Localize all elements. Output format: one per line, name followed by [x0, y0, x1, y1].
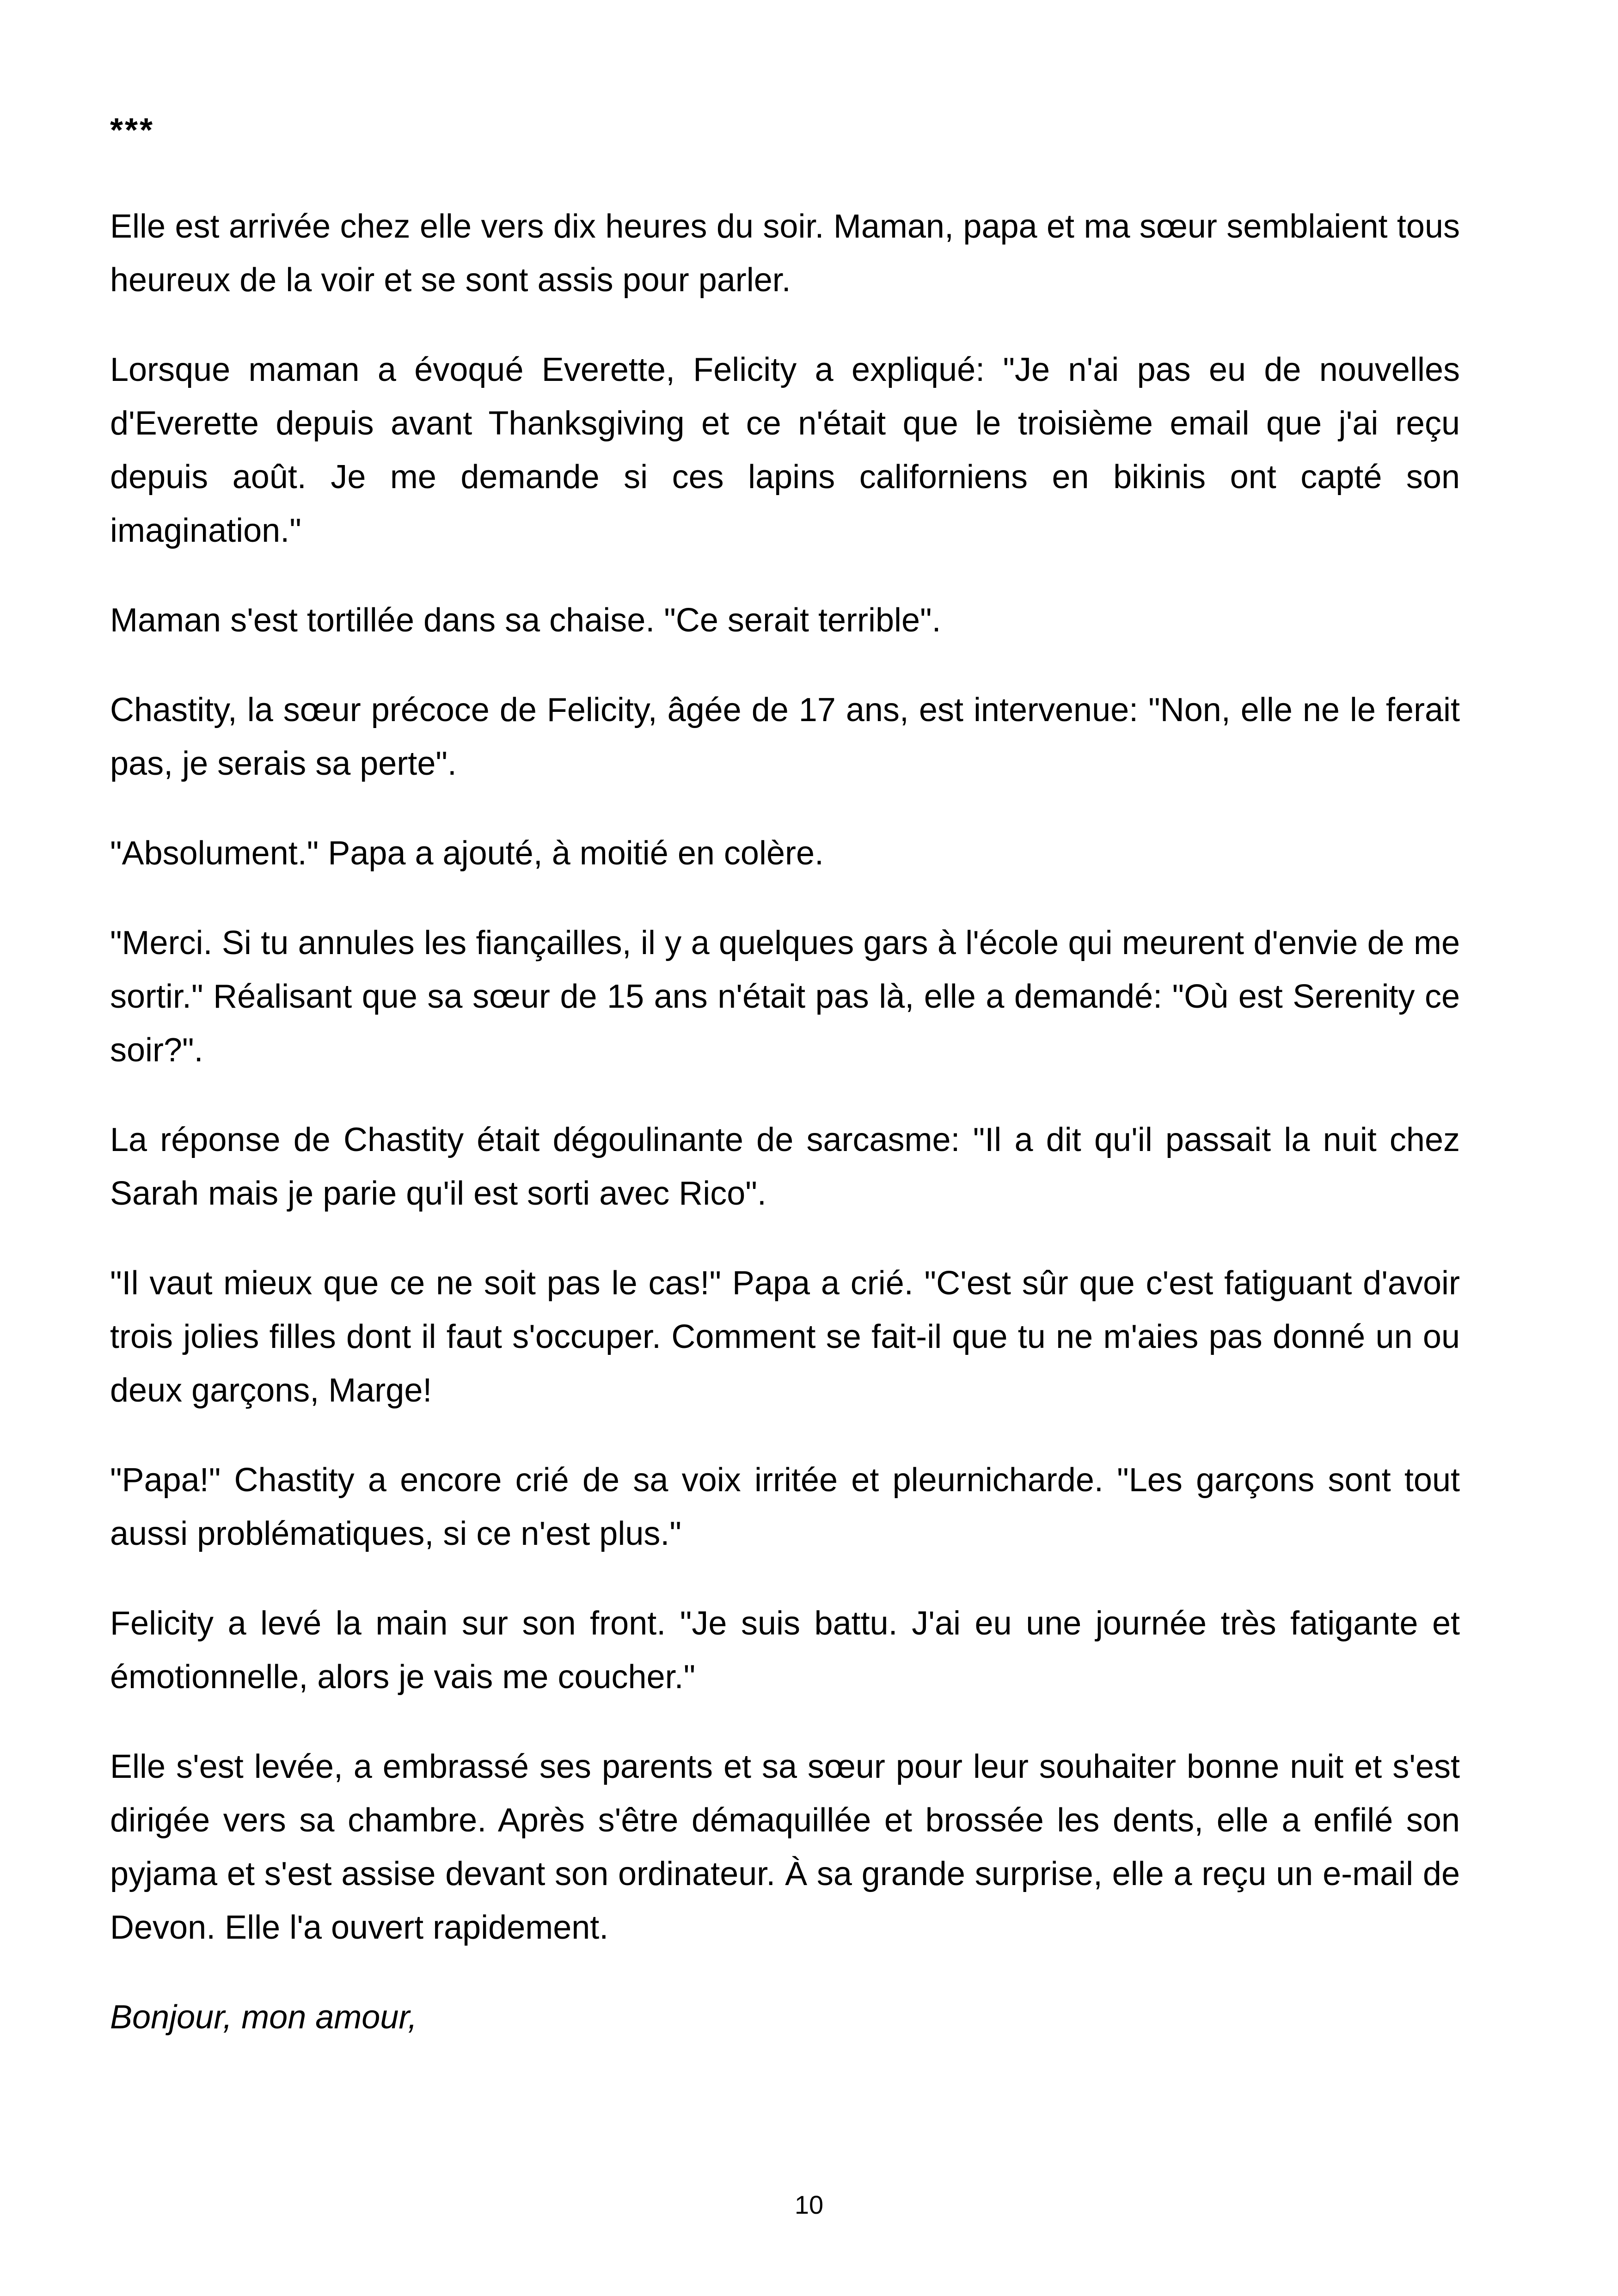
letter-greeting: Bonjour, mon amour, — [110, 1999, 417, 2036]
paragraph-papa-cries: "Il vaut mieux que ce ne soit pas le cas!" Papa a crié. "C'est sûr que c'est fatiguant d'avoir trois jolies filles dont il faut s'occuper. Comment se fait-il que tu ne m'aies pas donné un ou deux garçons, Marge! — [110, 1265, 1460, 1409]
text-column — [110, 107, 1460, 2080]
paragraph-merci: "Merci. Si tu annules les fiançailles, il y a quelques gars à l'école qui meurent d'envie de me sortir." Réalisant que sa sœur de 15 ans n'était pas là, elle a demandé: "Où est Serenity ce soir?". — [110, 925, 1460, 1069]
paragraph-absolument: "Absolument." Papa a ajouté, à moitié en colère. — [110, 835, 824, 872]
page-number: 10 — [794, 2190, 824, 2219]
paragraph-felicity-tired: Felicity a levé la main sur son front. "Je suis battu. J'ai eu une journée très fatigante et émotionnelle, alors je vais me coucher." — [110, 1605, 1460, 1696]
paragraph-everette: Lorsque maman a évoqué Everette, Felicity a expliqué: "Je n'ai pas eu de nouvelles d'Everette depuis avant Thanksgiving et ce n'était que le troisième email que j'ai reçu depuis août. Je me demande si ces lapins californiens en bikinis ont capté son imagination." — [110, 351, 1460, 549]
paragraph-sarcasm: La réponse de Chastity était dégoulinante de sarcasme: "Il a dit qu'il passait la nuit chez Sarah mais je parie qu'il est sorti avec Rico". — [110, 1121, 1460, 1212]
paragraph-chastity-intervenes: Chastity, la sœur précoce de Felicity, âgée de 17 ans, est intervenue: "Non, elle ne le ferait pas, je serais sa perte". — [110, 692, 1460, 782]
paragraph-email-devon: Elle s'est levée, a embrassé ses parents et sa sœur pour leur souhaiter bonne nuit et s'est dirigée vers sa chambre. Après s'être démaquillée et brossée les dents, elle a enfilé son pyjama et s'est assise devant son ordinateur. À sa grande surprise, elle a reçu un e-mail de Devon. Elle l'a ouvert rapidement. — [110, 1748, 1460, 1946]
paragraph-papa-exclaim: "Papa!" Chastity a encore crié de sa voix irritée et pleurnicharde. "Les garçons sont tout aussi problématiques, si ce n'est plus." — [110, 1462, 1460, 1552]
paragraph-arrival: Elle est arrivée chez elle vers dix heures du soir. Maman, papa et ma sœur semblaient tous heureux de la voir et se sont assis pour parler. — [110, 208, 1460, 299]
paragraph-maman-chair: Maman s'est tortillée dans sa chaise. "Ce serait terrible". — [110, 602, 941, 639]
section-separator: *** — [110, 112, 155, 149]
